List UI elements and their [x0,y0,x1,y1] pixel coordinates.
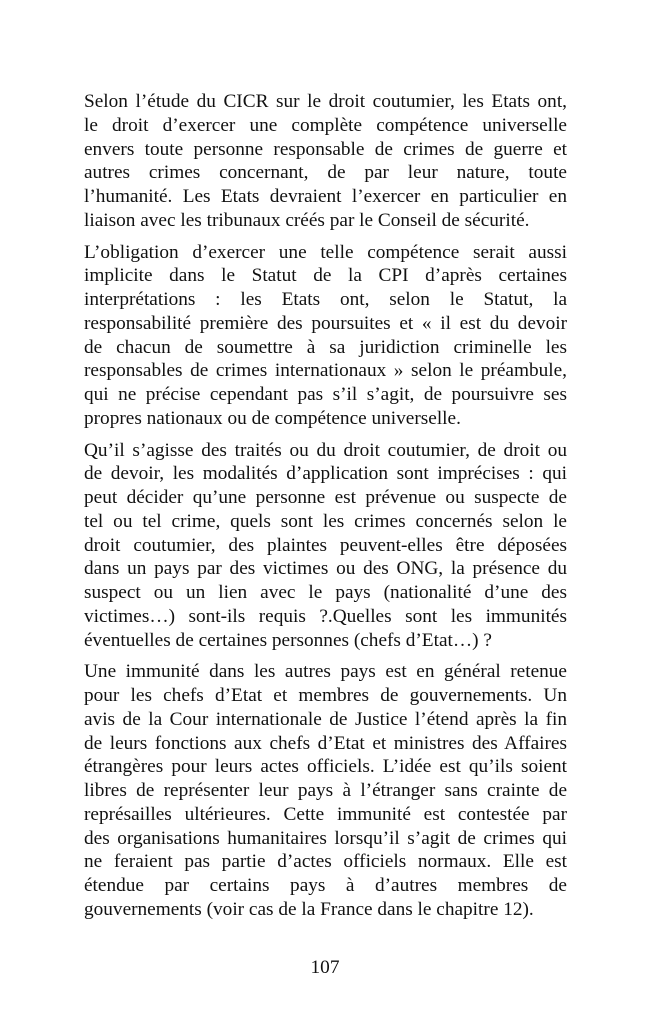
paragraph-1 [84,90,567,233]
text-line: de chacun de soumettre à sa juridiction criminelle les [84,336,567,358]
text-line: qui ne précise cependant pas s’il s’agit, de poursuivre ses [84,384,567,405]
text-line: des organisations humanitaires lorsqu’il s’agit de crimes qui [84,827,567,849]
paragraph-2 [84,241,567,431]
text-line: tel ou tel crime, quels sont les crimes concernés selon le [84,510,567,532]
text-line: dans un pays par des victimes ou des ONG, la présence du [84,558,567,580]
text-line: peut décider qu’une personne est prévenue ou suspecte de [84,487,567,508]
text-line: étendue par certains pays à d’autres membres de [84,875,567,896]
text-line: Selon l’étude du CICR sur le droit coutumier, les Etats ont, [84,91,567,112]
text-line: l’humanité. Les Etats devraient l’exercer en particulier en [84,186,567,207]
text-line: étrangères pour leurs actes officiels. L’idée est qu’ils soient [84,756,567,778]
text-line: de devoir, les modalités d’application sont imprécises : qui [84,463,567,485]
text-line: liaison avec les tribunaux créés par le Conseil de sécurité. [84,209,530,231]
text-line: responsabilité première des poursuites et « il est du devoir [84,312,567,334]
text-line: responsables de crimes internationaux » selon le préambule, [84,360,567,382]
text-line: Une immunité dans les autres pays est en général retenue [84,661,567,683]
text-line: envers toute personne responsable de crimes de guerre et [84,138,567,160]
text-line: interprétations : les Etats ont, selon le Statut, la [84,289,567,310]
text-line: représailles ultérieures. Cette immunité est contestée par [84,803,567,825]
text-line: implicite dans le Statut de la CPI d’après certaines [84,265,567,287]
paragraph-3 [84,439,567,653]
text-line: pour les chefs d’Etat et membres de gouvernements. Un [84,685,567,706]
text-line: le droit d’exercer une complète compétence universelle [84,114,567,136]
page-number: 107 [310,957,340,978]
text-line: Qu’il s’agisse des traités ou du droit coutumier, de droit ou [84,439,567,461]
text-line: suspect ou un lien avec le pays (nationalité d’une des [84,582,567,603]
text-line: autres crimes concernant, de par leur nature, toute [84,162,567,184]
text-line: libres de représenter leur pays à l’étranger sans crainte de [84,780,567,801]
text-line: de leurs fonctions aux chefs d’Etat et ministres des Affaires [84,732,567,754]
text-line: L’obligation d’exercer une telle compétence serait aussi [84,241,567,263]
text-line: victimes…) sont-ils requis ?.Quelles sont les immunités [84,605,567,627]
text-line: gouvernements (voir cas de la France dans le chapitre 12). [84,898,534,920]
text-line: avis de la Cour internationale de Justice l’étend après la fin [84,708,567,730]
document-page [84,90,567,930]
text-line: ne feraient pas partie d’actes officiels normaux. Elle est [84,851,567,873]
paragraph-4 [84,660,567,921]
text-line: droit coutumier, des plaintes peuvent-elles être déposées [84,534,567,556]
text-line: propres nationaux ou de compétence universelle. [84,407,461,429]
text-line: éventuelles de certaines personnes (chefs d’Etat…) ? [84,629,492,651]
